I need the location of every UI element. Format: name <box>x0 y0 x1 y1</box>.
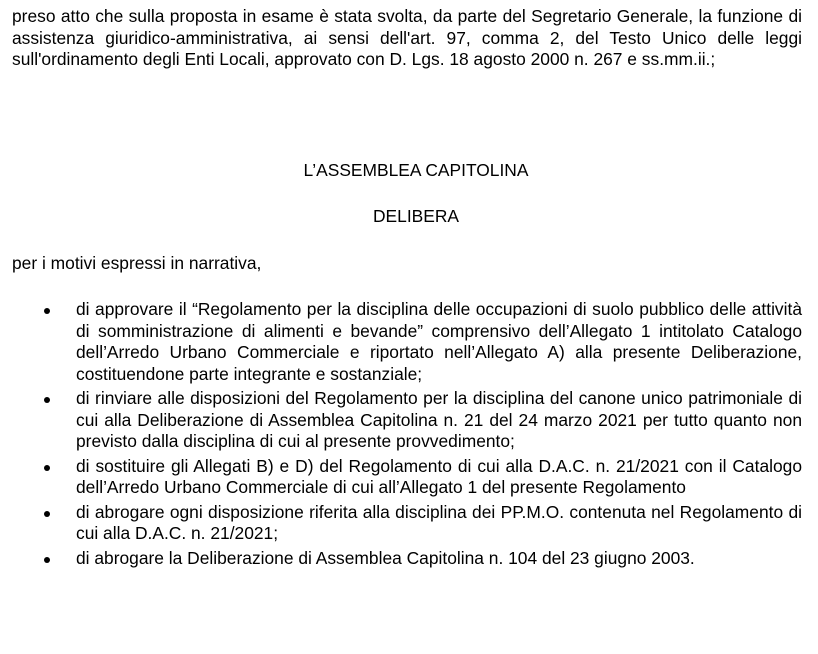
bullet-icon <box>44 397 50 403</box>
list-item-text: di rinviare alle disposizioni del Regolamento per la disciplina del canone unico patrimoniale di cui alla Deliberazione di Assemblea Capitolina n. 21 del 24 marzo 2021 per tutto quanto non previsto dalla disciplina di cui al presente provvedimento; <box>76 388 802 451</box>
list-item-text: di sostituire gli Allegati B) e D) del Regolamento di cui alla D.A.C. n. 21/2021 con il Catalogo dell’Arredo Urbano Commerciale di cui all’Allegato 1 del presente Regolamento <box>76 455 802 497</box>
list-item-text: di approvare il “Regolamento per la disciplina delle occupazioni di suolo pubblico delle attività di somministrazione di alimenti e bevande” comprensivo dell’Allegato 1 intitolato Catalogo dell’Arredo Urbano Commerciale e riportato nell’Allegato A) alla presente Deliberazione, costituendone parte integrante e sostanziale; <box>76 299 802 384</box>
bullet-icon <box>44 557 50 563</box>
assembly-heading: L’ASSEMBLEA CAPITOLINA <box>303 160 529 180</box>
lead-sentence: per i motivi espressi in narrativa, <box>12 253 262 273</box>
list-item <box>0 548 818 570</box>
list-item <box>0 456 818 499</box>
bullet-icon <box>44 465 50 471</box>
list-item-text: di abrogare ogni disposizione riferita alla disciplina dei PP.M.O. contenuta nel Regolamento di cui alla D.A.C. n. 21/2021; <box>76 501 802 543</box>
bullet-icon <box>44 511 50 517</box>
list-item <box>0 388 818 453</box>
list-item <box>0 502 818 545</box>
intro-paragraph: preso atto che sulla proposta in esame è stata svolta, da parte del Segretario Generale, la funzione di assistenza giuridico-amministrativa, ai sensi dell'art. 97, comma 2, del Testo Unico delle leggi sull'ordinamento degli Enti Locali, approvato con D. Lgs. 18 agosto 2000 n. 267 e ss.mm.ii.; <box>12 6 802 69</box>
list-item-text: di abrogare la Deliberazione di Assemblea Capitolina n. 104 del 23 giugno 2003. <box>76 547 695 568</box>
resolution-list <box>0 299 818 572</box>
bullet-icon <box>44 308 50 314</box>
decision-heading: DELIBERA <box>372 206 460 226</box>
list-item <box>0 299 818 385</box>
